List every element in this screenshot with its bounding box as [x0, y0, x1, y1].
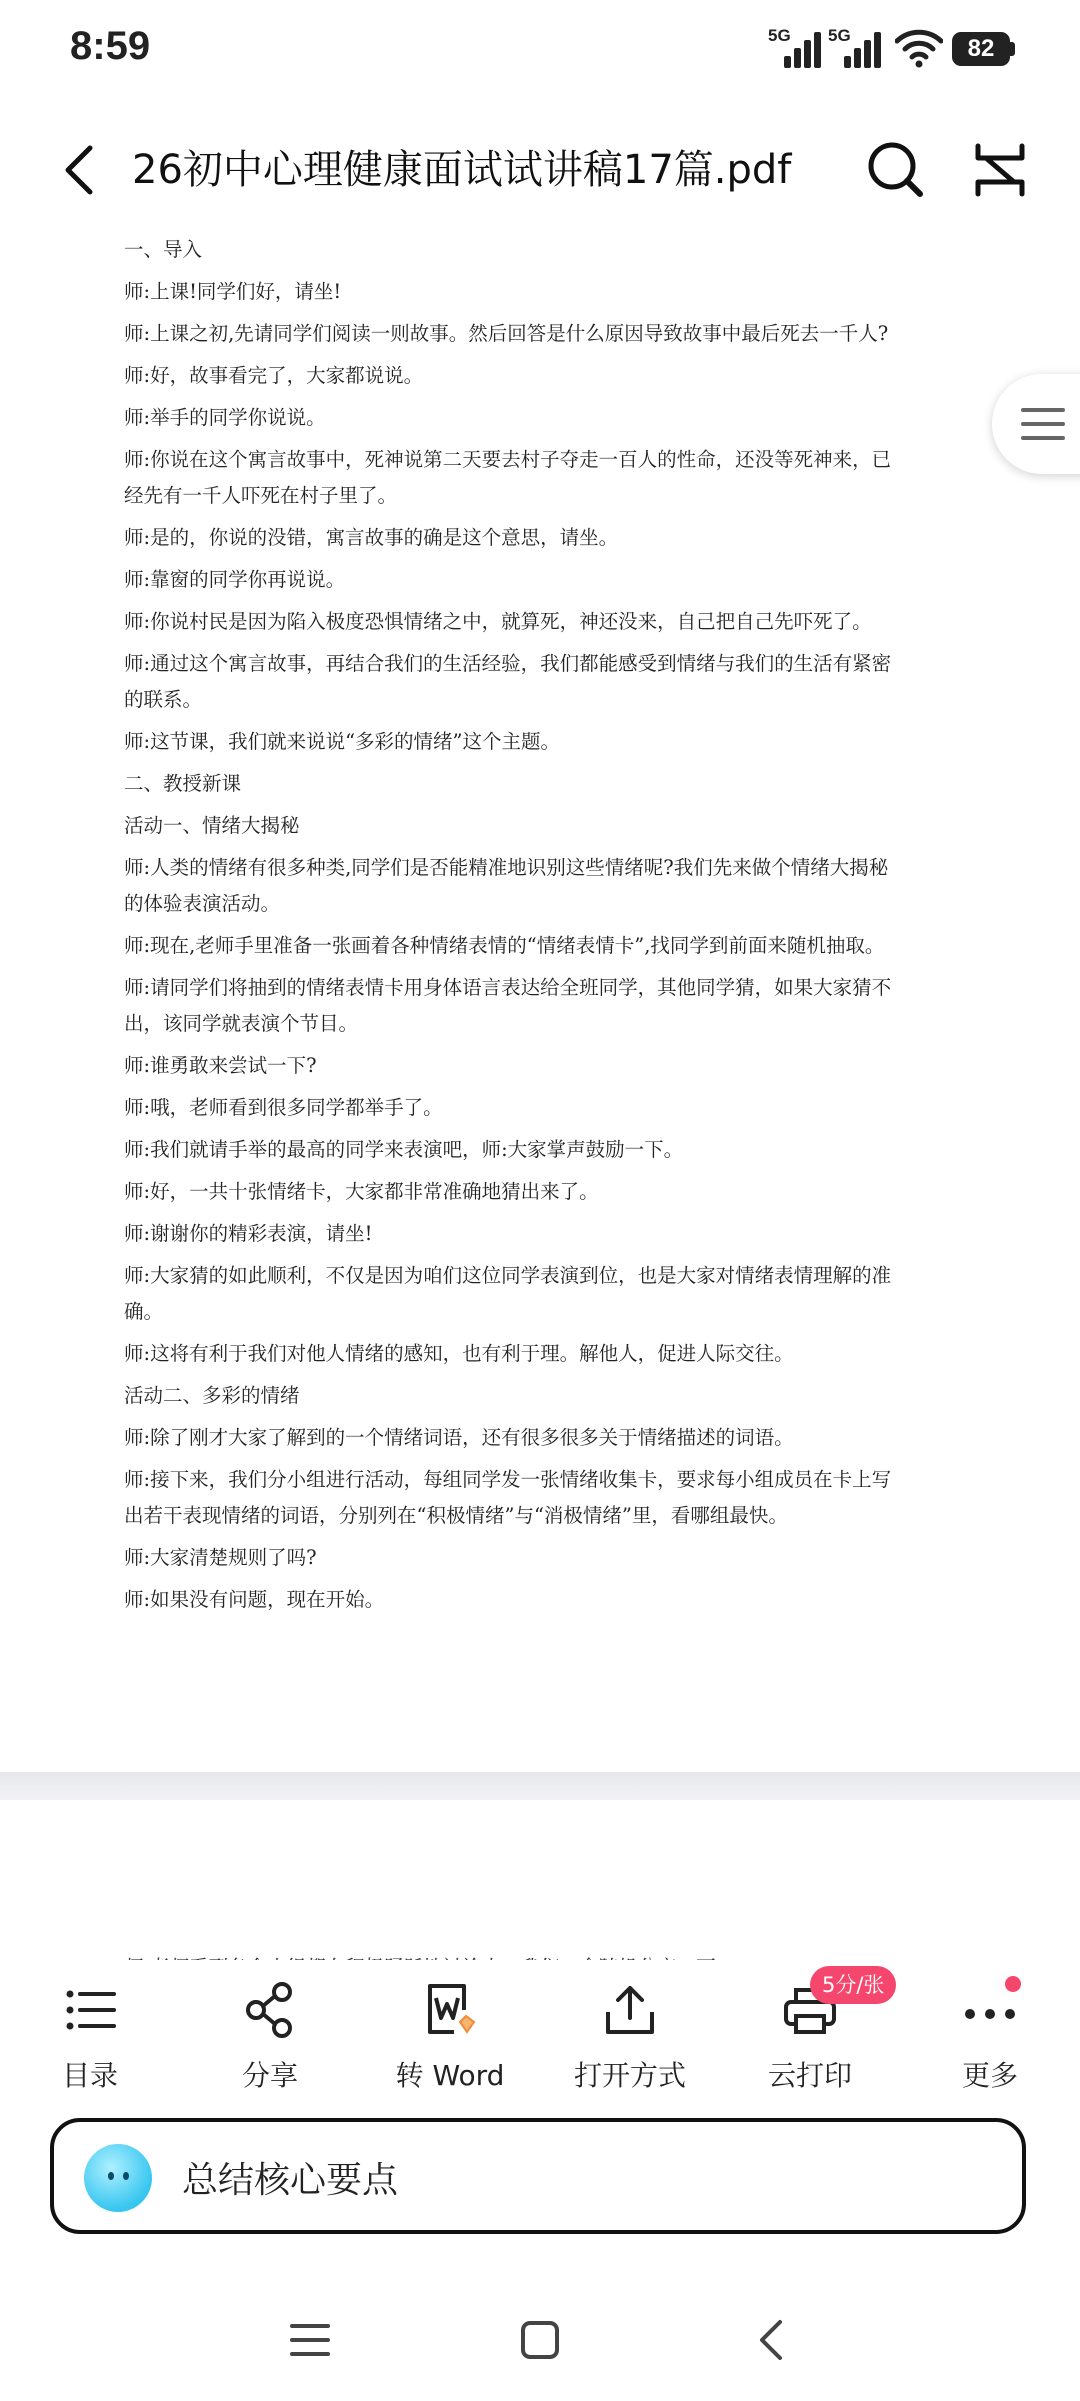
system-nav-bar: [0, 2260, 1080, 2401]
document-line: 师:通过这个寓言故事，再结合我们的生活经验，我们都能感受到情绪与我们的生活有紧密: [124, 652, 892, 675]
toolbar-label: 目录: [61, 2059, 118, 2092]
status-bar: [0, 0, 1080, 100]
nav-back-icon[interactable]: [742, 2310, 802, 2370]
search-icon[interactable]: [862, 136, 928, 202]
document-line: 师:你说在这个寓言故事中，死神说第二天要去村子夺走一百人的性命，还没等死神来，已: [124, 448, 892, 471]
bottom-toolbar: [0, 1960, 1080, 2100]
list-icon: [60, 1980, 120, 2040]
back-button[interactable]: [52, 138, 112, 202]
toolbar-label: 转 Word: [395, 2059, 505, 2092]
document-line: 师:大家猜的如此顺利，不仅是因为咱们这位同学表演到位，也是大家对情绪表情理解的准: [124, 1264, 892, 1287]
document-line: 确。: [124, 1300, 164, 1323]
battery-tip: [1010, 42, 1015, 56]
document-line: 师:好，故事看完了，大家都说说。: [124, 364, 424, 387]
status-time: 8:59: [70, 24, 151, 68]
document-line: 师:除了刚才大家了解到的一个情绪词语，还有很多很多关于情绪描述的词语。: [124, 1426, 794, 1449]
document-line: 的联系。: [124, 688, 203, 711]
document-line: 师:如果没有问题，现在开始。: [124, 1588, 385, 1611]
toolbar-label: 打开方式: [573, 2059, 686, 2092]
document-line: 师:大家清楚规则了吗?: [124, 1546, 317, 1569]
toolbar-item-toc[interactable]: [0, 1960, 180, 2100]
ai-summary-bar[interactable]: [50, 2118, 1026, 2234]
document-line: 师:谢谢你的精彩表演，请坐!: [124, 1222, 373, 1245]
document-line: 师:我们就请手举的最高的同学来表演吧，师:大家掌声鼓励一下。: [124, 1138, 684, 1161]
document-line: 师:上课!同学们好，请坐!: [124, 280, 342, 303]
cell-signal-icon: [768, 26, 822, 68]
ai-face-icon: [84, 2144, 152, 2212]
notification-dot: [1005, 1976, 1021, 1992]
document-line: 师:哦，老师看到很多同学都举手了。: [124, 1096, 443, 1119]
document-title: 26初中心理健康面试试讲稿17篇.pdf: [132, 147, 792, 193]
cell-signal-icon: [828, 26, 882, 68]
document-line: 师:现在,老师手里准备一张画着各种情绪表情的“情绪表情卡”,找同学到前面来随机抽取。: [124, 934, 885, 957]
home-icon[interactable]: [510, 2310, 570, 2370]
document-line: 师:人类的情绪有很多种类,同学们是否能精准地识别这些情绪呢?我们先来做个情绪大揭秘: [124, 856, 889, 879]
toolbar-item-open-with[interactable]: [540, 1960, 720, 2100]
document-line: 师:接下来，我们分小组进行活动，每组同学发一张情绪收集卡，要求每小组成员在卡上写: [124, 1468, 892, 1491]
network-type-label: 5G: [768, 26, 791, 45]
document-line: 出若干表现情绪的词语，分别列在“积极情绪”与“消极情绪”里，看哪组最快。: [124, 1504, 788, 1527]
ai-summary-prompt: 总结核心要点: [182, 2160, 399, 2201]
network-type-label: 5G: [828, 26, 851, 45]
document-line: 活动二、多彩的情绪: [124, 1384, 300, 1407]
document-line: 活动一、情绪大揭秘: [124, 814, 300, 837]
document-line: 出，该同学就表演个节目。: [124, 1012, 359, 1035]
share-icon: [240, 1980, 300, 2040]
battery-icon: 82: [952, 32, 1010, 66]
document-line: 师:这节课，我们就来说说“多彩的情绪”这个主题。: [124, 730, 561, 753]
document-line: 师:请同学们将抽到的情绪表情卡用身体语言表达给全班同学，其他同学猜，如果大家猜不: [124, 976, 892, 999]
ai-assistant-avatar: [84, 2144, 152, 2212]
recent-apps-icon[interactable]: [280, 2310, 340, 2370]
document-line: 师:你说村民是因为陷入极度恐惧情绪之中，就算死，神还没来，自己把自己先吓死了。: [124, 610, 872, 633]
document-text: [124, 232, 960, 1618]
pdf-page-next[interactable]: [0, 1800, 1080, 1980]
page-separator: [0, 1772, 1080, 1800]
document-line: 师:是的，你说的没错，寓言故事的确是这个意思，请坐。: [124, 526, 619, 549]
document-line: 一、导入: [124, 238, 203, 261]
word-convert-icon: [420, 1980, 480, 2040]
document-line: 师:靠窗的同学你再说说。: [124, 568, 346, 591]
document-line: 师:举手的同学你说说。: [124, 406, 326, 429]
print-price-badge: 5分/张: [810, 1966, 896, 2004]
wifi-icon: [895, 28, 943, 68]
document-line: 师:好，一共十张情绪卡，大家都非常准确地猜出来了。: [124, 1180, 599, 1203]
document-line: 经先有一千人吓死在村子里了。: [124, 484, 398, 507]
document-line: 二、教授新课: [124, 772, 242, 795]
toolbar-item-share[interactable]: [180, 1960, 360, 2100]
document-line: 的体验表演活动。: [124, 892, 281, 915]
menu-icon: [1020, 406, 1066, 442]
open-with-icon: [600, 1980, 660, 2040]
toolbar-item-convert-word[interactable]: [360, 1960, 540, 2100]
toolbar-item-more[interactable]: [900, 1960, 1080, 2100]
reading-mode-icon[interactable]: [970, 138, 1030, 202]
document-line: 师:上课之初,先请同学们阅读一则故事。然后回答是什么原因导致故事中最后死去一千人?: [124, 322, 889, 345]
document-line: 师:这将有利于我们对他人情绪的感知，也有利于理。解他人，促进人际交往。: [124, 1342, 794, 1365]
toolbar-label: 分享: [241, 2059, 298, 2092]
document-line: 师:谁勇敢来尝试一下?: [124, 1054, 317, 1077]
pdf-page[interactable]: [0, 222, 1080, 1770]
app-header: [0, 120, 1080, 220]
toolbar-label: 云打印: [767, 2059, 852, 2092]
toolbar-label: 更多: [961, 2059, 1018, 2092]
